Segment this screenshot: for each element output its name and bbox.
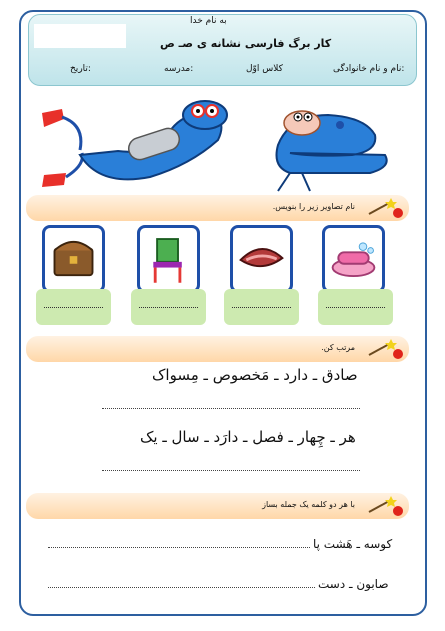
answer-box[interactable] bbox=[318, 289, 393, 325]
answer-box[interactable] bbox=[36, 289, 111, 325]
letter-sad-banner-illustration bbox=[40, 95, 410, 195]
worksheet-title: کار برگ فارسی نشانه ی صـ ص bbox=[160, 37, 332, 50]
magic-wand-icon bbox=[365, 196, 405, 220]
name-field-label: نام و نام خانوادگی: bbox=[333, 64, 405, 74]
soap-icon bbox=[322, 225, 385, 293]
word-pair-2: صابون ـ دست bbox=[318, 577, 389, 591]
answer-line[interactable] bbox=[102, 408, 360, 409]
sentence-line[interactable] bbox=[48, 587, 315, 588]
section-label: با هر دو کلمه یک جمله بساز bbox=[262, 500, 355, 509]
name-blank-box[interactable] bbox=[34, 24, 126, 48]
word-pair-1: کوسه ـ هَشت پا bbox=[313, 537, 393, 551]
chair-icon bbox=[137, 225, 200, 293]
arrange-words-1: صادق ـ دارد ـ مَخصوص ـ مِسواک bbox=[152, 366, 358, 384]
shell-icon bbox=[230, 225, 293, 293]
sentence-line[interactable] bbox=[48, 547, 310, 548]
date-field-label: تاریخ: bbox=[70, 64, 91, 74]
answer-box[interactable] bbox=[224, 289, 299, 325]
section-arrange bbox=[26, 336, 409, 362]
answer-line[interactable] bbox=[102, 470, 360, 471]
section-make-sentence bbox=[26, 493, 409, 519]
section-label: مرتب کن. bbox=[321, 343, 355, 352]
answer-box[interactable] bbox=[131, 289, 206, 325]
section-name-pictures bbox=[26, 195, 409, 221]
basmala: به نام خدا bbox=[190, 16, 227, 26]
class-label: کلاس اوّل bbox=[246, 64, 283, 74]
arrange-words-2: هر ـ چِهار ـ فصل ـ دارَد ـ سال ـ یک bbox=[140, 428, 356, 446]
magic-wand-icon bbox=[365, 337, 405, 361]
magic-wand-icon bbox=[365, 494, 405, 518]
school-field-label: مدرسه: bbox=[164, 64, 194, 74]
section-label: نام تصاویر زیر را بنویس. bbox=[272, 202, 355, 211]
treasure-chest-icon bbox=[42, 225, 105, 293]
